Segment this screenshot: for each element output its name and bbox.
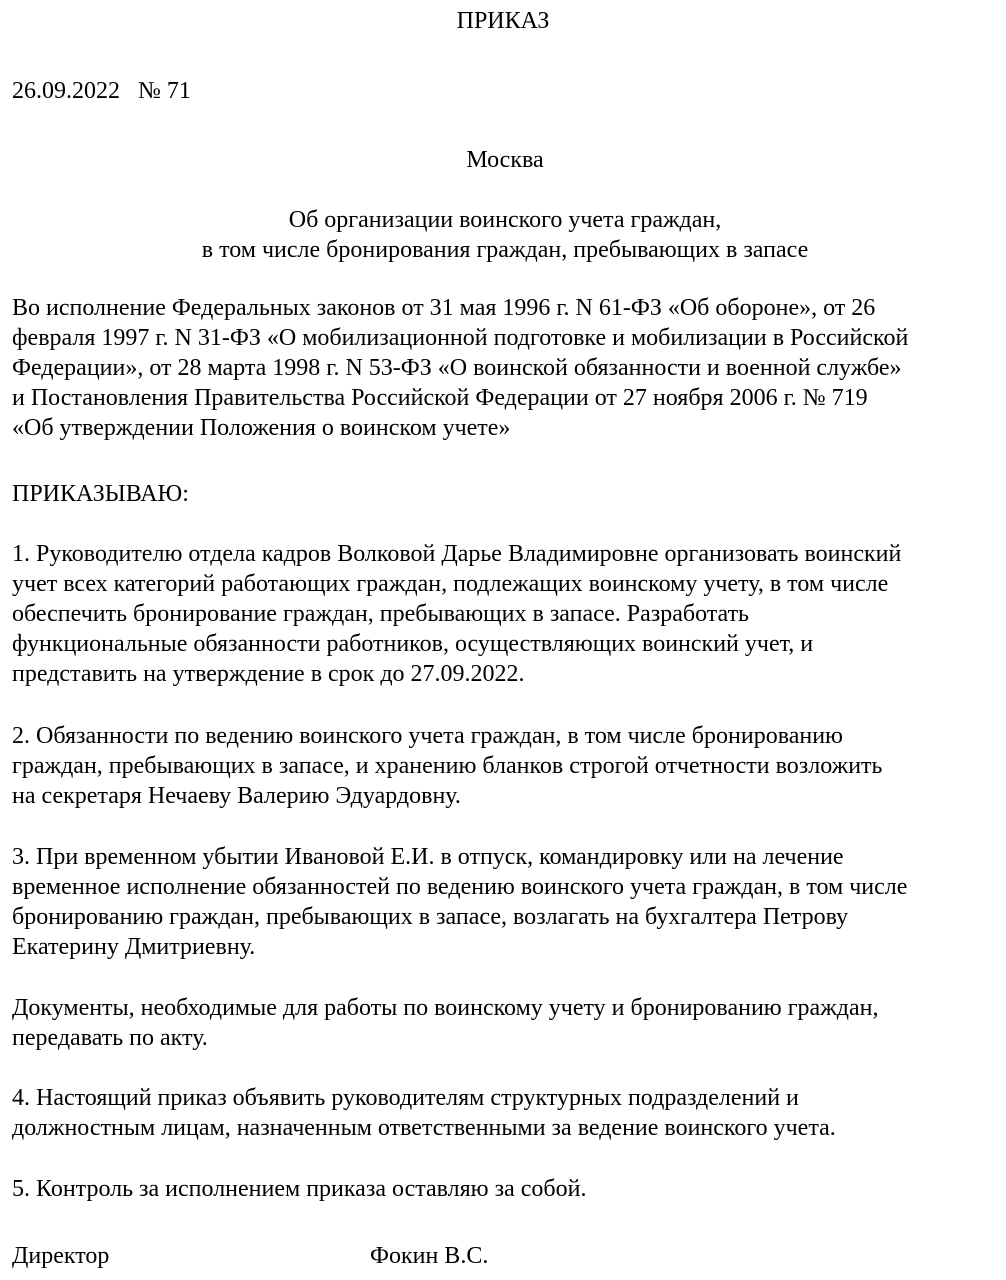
item-line: граждан, пребывающих в запасе, и хранению бланков строгой отчетности возложить (12, 753, 883, 779)
preamble-line: «Об утверждении Положения о воинском учете» (12, 415, 511, 441)
subject-line-1: Об организации воинского учета граждан, (288, 207, 722, 233)
item-line: функциональные обязанности работников, осуществляющих воинский учет, и (12, 631, 814, 657)
preamble-line: Во исполнение Федеральных законов от 31 мая 1996 г. N 61-ФЗ «Об обороне», от 26 (12, 295, 876, 321)
preamble-line: февраля 1997 г. N 31-ФЗ «О мобилизационной подготовке и мобилизации в Российской (12, 325, 909, 351)
order-item-3-documents (12, 993, 1002, 1053)
preamble-line: и Постановления Правительства Российской Федерации от 27 ноября 2006 г. № 719 (12, 385, 868, 411)
order-item-4 (12, 1083, 1002, 1143)
document-title: ПРИКАЗ (456, 8, 550, 34)
document-date: 26.09.2022 (12, 78, 120, 104)
order-item-2 (12, 721, 1002, 811)
order-word: ПРИКАЗЫВАЮ: (12, 481, 189, 507)
item-line: 2. Обязанности по ведению воинского учета граждан, в том числе бронированию (12, 723, 843, 749)
item-line: на секретаря Нечаеву Валерию Эдуардовну. (12, 783, 461, 809)
item-line: 4. Настоящий приказ объявить руководителям структурных подразделений и (12, 1085, 799, 1111)
signature-name: Фокин В.С. (370, 1243, 489, 1269)
order-item-3 (12, 842, 1002, 962)
document-city: Москва (466, 147, 544, 173)
item-line: 5. Контроль за исполнением приказа оставляю за собой. (12, 1176, 587, 1202)
preamble (12, 293, 1002, 443)
subject-line-2: в том числе бронирования граждан, пребывающих в запасе (201, 237, 809, 263)
item-line: бронированию граждан, пребывающих в запасе, возлагать на бухгалтера Петрову (12, 904, 849, 930)
document-date-number (12, 76, 191, 106)
item-line: Екатерину Дмитриевну. (12, 934, 256, 960)
item-line: передавать по акту. (12, 1025, 208, 1051)
item-line: учет всех категорий работающих граждан, подлежащих воинскому учету, в том числе (12, 571, 889, 597)
item-line: обеспечить бронирование граждан, пребывающих в запасе. Разработать (12, 601, 750, 627)
item-line: 1. Руководителю отдела кадров Волковой Дарье Владимировне организовать воинский (12, 541, 902, 567)
item-line: должностным лицам, назначенным ответственными за ведение воинского учета. (12, 1115, 836, 1141)
item-line: представить на утверждение в срок до 27.09.2022. (12, 661, 525, 687)
item-line: Документы, необходимые для работы по воинскому учету и бронированию граждан, (12, 995, 879, 1021)
document-number: № 71 (138, 78, 191, 104)
order-item-1 (12, 539, 1002, 689)
item-line: временное исполнение обязанностей по ведению воинского учета граждан, в том числе (12, 874, 908, 900)
item-line: 3. При временном убытии Ивановой Е.И. в отпуск, командировку или на лечение (12, 844, 844, 870)
order-item-5 (12, 1174, 1002, 1204)
signature-position: Директор (12, 1243, 110, 1269)
preamble-line: Федерации», от 28 марта 1998 г. N 53-ФЗ «О воинской обязанности и военной службе» (12, 355, 902, 381)
